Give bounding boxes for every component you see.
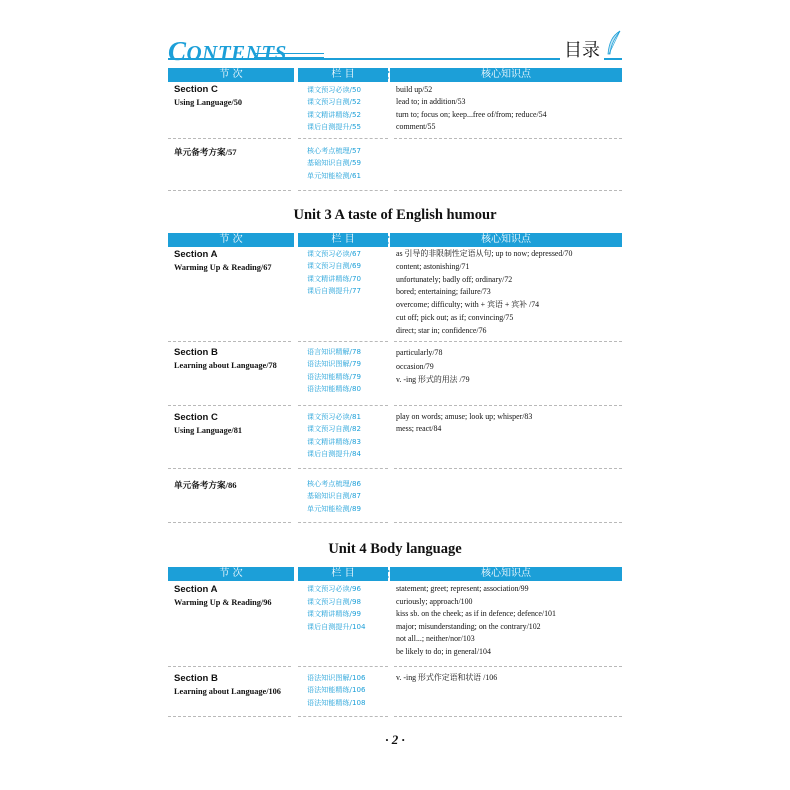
knowledge-points: as 引导的非限制性定语从句; up to now; depressed/70 content; astonishing/71 unfortunately; badly off; ordinary/72 bored; entertaining; failure/73 overcome; difficulty; with + 宾语 + 宾补 /74 cut off; pick out; as if; convincing/75 direct; star in; confidence/76 (396, 249, 573, 335)
divider (394, 138, 622, 139)
section-title: Section B (174, 347, 218, 358)
knowledge-points: play on words; amuse; look up; whisper/83 mess; react/84 (396, 412, 533, 433)
feather-pen-icon (606, 30, 622, 56)
column-items: 语言知识精解/78 语法知识图解/79 语法知能精练/79 语法知能精练/80 (307, 347, 361, 394)
section-title: Section A (174, 584, 218, 595)
section-subtitle: Warming Up & Reading/96 (174, 598, 272, 607)
divider (168, 341, 291, 342)
divider (394, 666, 622, 667)
arrows-icon (380, 568, 390, 580)
column-section-heading: 节 次 (168, 567, 294, 581)
divider (168, 522, 291, 523)
page-number: · 2 · (385, 732, 405, 747)
divider (394, 405, 622, 406)
section-title: Section B (174, 673, 218, 684)
divider (298, 666, 388, 667)
divider (298, 405, 388, 406)
column-header-bar (168, 567, 622, 581)
divider (298, 522, 388, 523)
column-column-heading: 栏 目 (298, 567, 388, 581)
divider (298, 716, 388, 717)
section-title: Section C (174, 84, 218, 95)
arrows-icon (380, 234, 390, 246)
column-knowledge-heading: 核心知识点 (390, 233, 622, 247)
unit-4-title: Unit 4 Body language (328, 541, 462, 557)
column-items: 核心考点梳理/57 基础知识自测/59 单元知能检测/61 (307, 146, 361, 180)
divider (298, 341, 388, 342)
divider (168, 405, 291, 406)
column-knowledge-heading: 核心知识点 (390, 68, 622, 82)
section-subtitle: Using Language/81 (174, 426, 243, 435)
column-header-bar (168, 68, 622, 82)
logo-underline (254, 53, 324, 58)
contents-logo: CONTENTS (168, 36, 287, 66)
contents-header (168, 36, 622, 64)
column-section-heading: 节 次 (168, 233, 294, 247)
column-items: 核心考点梳理/86 基础知识自测/87 单元知能检测/89 (307, 479, 361, 513)
arrows-icon (380, 69, 390, 81)
knowledge-points: build up/52 lead to; in addition/53 turn to; focus on; keep...free of/from; reduce/54 comment/55 (396, 85, 547, 132)
divider (298, 190, 388, 191)
toc-title: 目录 (560, 36, 604, 62)
section-subtitle: Warming Up & Reading/67 (174, 263, 272, 272)
divider (168, 716, 291, 717)
section-subtitle: Using Language/50 (174, 98, 243, 107)
knowledge-points: v. -ing 形式作定语和状语 /106 (396, 673, 498, 682)
column-items: 课文预习必读/81 课文预习自测/82 课文精讲精练/83 课后自测提升/84 (307, 412, 361, 459)
column-items: 课文预习必读/67 课文预习自测/69 课文精讲精练/70 课后自测提升/77 (307, 249, 361, 296)
column-items: 课文预习必读/96 课文预习自测/98 课文精讲精练/99 课后自测提升/104 (307, 584, 366, 631)
column-items: 课文预习必读/50 课文预习自测/52 课文精讲精练/52 课后自测提升/55 (307, 85, 361, 132)
divider (298, 468, 388, 469)
knowledge-points: particularly/78 occasion/79 v. -ing 形式的用法 /79 (396, 348, 470, 384)
unit-plan-title: 单元备考方案/86 (174, 480, 237, 490)
column-header-bar (168, 233, 622, 247)
section-title: Section A (174, 249, 218, 260)
divider (168, 666, 291, 667)
divider (394, 716, 622, 717)
section-subtitle: Learning about Language/78 (174, 361, 277, 370)
column-column-heading: 栏 目 (298, 233, 388, 247)
divider (394, 468, 622, 469)
unit-plan-title: 单元备考方案/57 (174, 147, 237, 157)
column-knowledge-heading: 核心知识点 (390, 567, 622, 581)
unit-3-title: Unit 3 A taste of English humour (293, 207, 497, 223)
divider (168, 468, 291, 469)
divider (168, 138, 291, 139)
column-column-heading: 栏 目 (298, 68, 388, 82)
section-title: Section C (174, 412, 218, 423)
column-items: 语法知识图解/106 语法知能精练/106 语法知能精练/108 (307, 673, 366, 707)
divider (394, 522, 622, 523)
knowledge-points: statement; greet; represent; association/99 curiously; approach/100 kiss sb. on the cheek; as if in defence; defence/101 major; misunderstanding; on the contrary/102 not all...; neither/nor/103 be likely to do; in general/104 (396, 584, 556, 656)
divider (394, 190, 622, 191)
divider (394, 341, 622, 342)
column-section-heading: 节 次 (168, 68, 294, 82)
divider (298, 138, 388, 139)
section-subtitle: Learning about Language/106 (174, 687, 281, 696)
divider (168, 190, 291, 191)
